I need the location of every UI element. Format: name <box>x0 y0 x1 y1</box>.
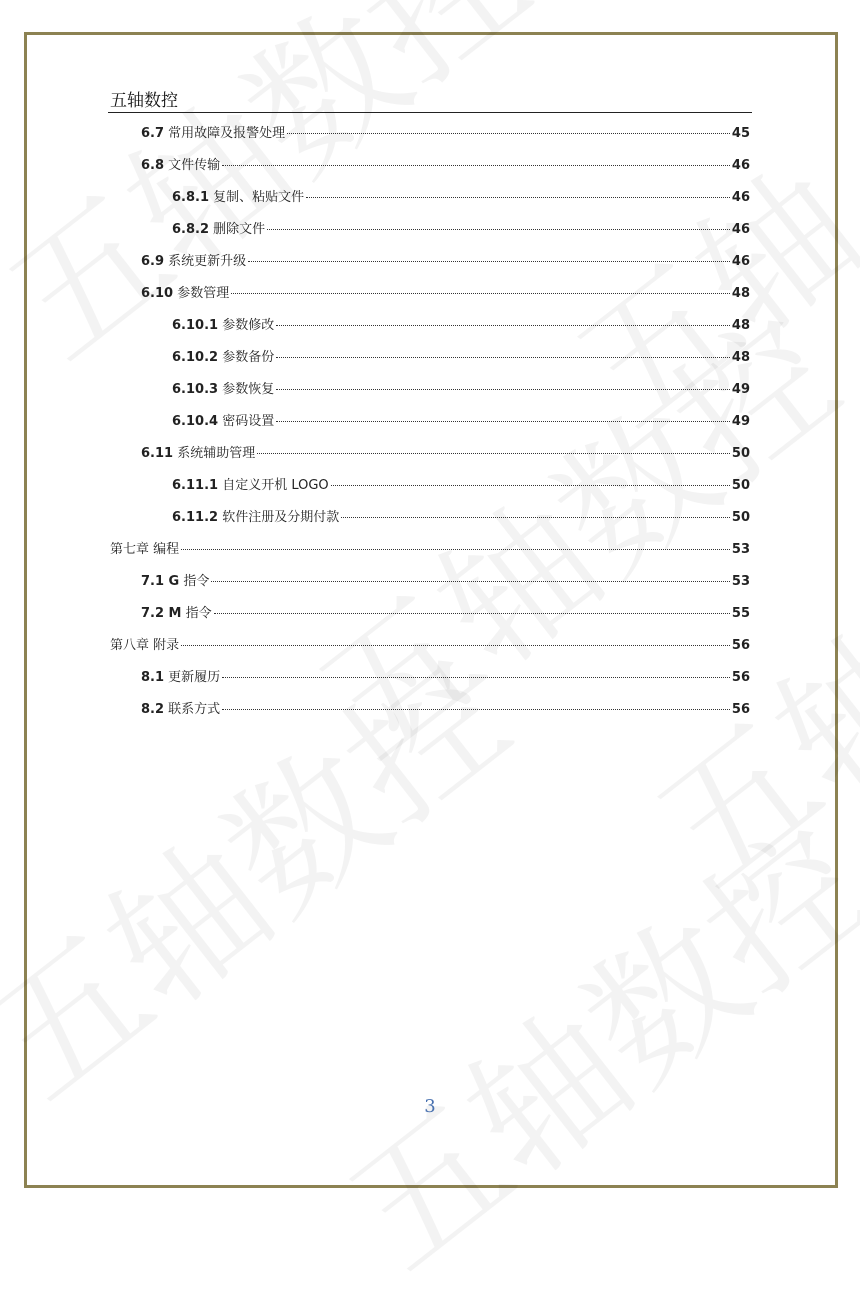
toc-entry-title: 系统辅助管理 <box>177 446 256 461</box>
toc-entry-page: 56 <box>731 670 750 685</box>
toc-entry-number: 8.2 <box>141 702 165 717</box>
toc-entry-title: 软件注册及分期付款 <box>222 510 340 525</box>
toc-entry-number: 6.10.1 <box>172 318 219 333</box>
toc-dot-leader <box>248 260 730 262</box>
toc-entry-title: 参数恢复 <box>222 382 275 397</box>
toc-entry-number: 6.7 <box>141 126 165 141</box>
toc-entry[interactable] <box>141 250 750 272</box>
toc-entry[interactable] <box>141 282 750 304</box>
toc-entry-page: 50 <box>731 510 750 525</box>
toc-dot-leader <box>276 388 730 390</box>
toc-entry-title: 删除文件 <box>213 222 266 237</box>
toc-entry-number: 6.10.3 <box>172 382 219 397</box>
toc-dot-leader <box>211 580 730 582</box>
header-rule <box>108 112 752 113</box>
toc-entry-title: 更新履历 <box>168 670 221 685</box>
toc-dot-leader <box>222 676 730 678</box>
toc-entry-title: 常用故障及报警处理 <box>168 126 286 141</box>
toc-entry-title: 参数修改 <box>222 318 275 333</box>
toc-entry[interactable] <box>172 314 750 336</box>
toc-entry-page: 56 <box>731 638 750 653</box>
toc-entry[interactable] <box>172 378 750 400</box>
toc-dot-leader <box>267 228 730 230</box>
toc-entry-number: 6.10 <box>141 286 174 301</box>
toc-entry-title: 自定义开机 LOGO <box>222 478 329 493</box>
toc-dot-leader <box>276 356 730 358</box>
toc-entry[interactable] <box>172 218 750 240</box>
toc-entry[interactable] <box>172 410 750 432</box>
toc-entry-title: 参数备份 <box>222 350 275 365</box>
toc-entry-page: 48 <box>731 350 750 365</box>
toc-dot-leader <box>222 708 730 710</box>
toc-entry-title: 文件传输 <box>168 158 221 173</box>
toc-dot-leader <box>276 420 730 422</box>
toc-dot-leader <box>257 452 730 454</box>
toc-entry-page: 53 <box>731 542 750 557</box>
toc-dot-leader <box>331 484 730 486</box>
toc-entry-title: 系统更新升级 <box>168 254 247 269</box>
toc-entry[interactable] <box>110 538 750 560</box>
toc-entry-title: 第七章 编程 <box>110 542 180 557</box>
toc-entry-page: 53 <box>731 574 750 589</box>
toc-entry-title: 第八章 附录 <box>110 638 180 653</box>
toc-entry-page: 45 <box>731 126 750 141</box>
toc-dot-leader <box>287 132 730 134</box>
toc-entry-number: 6.8 <box>141 158 165 173</box>
toc-entry[interactable] <box>141 602 750 624</box>
toc-entry-number: 6.8.1 <box>172 190 210 205</box>
toc-entry[interactable] <box>141 570 750 592</box>
toc-entry[interactable] <box>172 186 750 208</box>
toc-dot-leader <box>306 196 730 198</box>
toc-entry-page: 50 <box>731 478 750 493</box>
toc-entry-number: 6.8.2 <box>172 222 210 237</box>
toc-dot-leader <box>222 164 730 166</box>
toc-entry-title: 参数管理 <box>177 286 230 301</box>
toc-dot-leader <box>341 516 730 518</box>
toc-dot-leader <box>181 644 730 646</box>
toc-entry-title: 指令 <box>185 606 212 621</box>
toc-entry[interactable] <box>141 154 750 176</box>
toc-entry-number: 6.10.4 <box>172 414 219 429</box>
toc-entry-page: 46 <box>731 190 750 205</box>
toc-entry-title: 密码设置 <box>222 414 275 429</box>
toc-entry-number: 6.9 <box>141 254 165 269</box>
toc-entry[interactable] <box>141 698 750 720</box>
page-header-title: 五轴数控 <box>110 91 178 111</box>
toc-entry-number: 6.11.2 <box>172 510 219 525</box>
toc-entry[interactable] <box>141 122 750 144</box>
toc-entry-number: 7.2 M <box>141 606 182 621</box>
toc-dot-leader <box>231 292 730 294</box>
toc-entry[interactable] <box>141 442 750 464</box>
toc-entry-number: 6.10.2 <box>172 350 219 365</box>
page-number: 3 <box>424 1096 436 1117</box>
toc-entry-number: 7.1 G <box>141 574 180 589</box>
toc-entry-number: 8.1 <box>141 670 165 685</box>
toc-entry[interactable] <box>172 506 750 528</box>
toc-entry-page: 46 <box>731 254 750 269</box>
toc-dot-leader <box>181 548 730 550</box>
toc-entry-page: 49 <box>731 382 750 397</box>
toc-entry[interactable] <box>172 346 750 368</box>
toc-entry-number: 6.11.1 <box>172 478 219 493</box>
toc-entry-number: 6.11 <box>141 446 174 461</box>
toc-dot-leader <box>214 612 730 614</box>
toc-entry-page: 50 <box>731 446 750 461</box>
toc-entry-page: 48 <box>731 318 750 333</box>
toc-dot-leader <box>276 324 730 326</box>
toc-entry-title: 指令 <box>183 574 210 589</box>
toc-entry[interactable] <box>141 666 750 688</box>
toc-entry-page: 48 <box>731 286 750 301</box>
toc-entry-page: 49 <box>731 414 750 429</box>
toc-entry-page: 46 <box>731 222 750 237</box>
toc-entry[interactable] <box>110 634 750 656</box>
toc-entry-page: 56 <box>731 702 750 717</box>
toc-entry-title: 联系方式 <box>168 702 221 717</box>
toc-entry[interactable] <box>172 474 750 496</box>
toc-entry-title: 复制、粘贴文件 <box>213 190 305 205</box>
toc-entry-page: 46 <box>731 158 750 173</box>
toc-entry-page: 55 <box>731 606 750 621</box>
